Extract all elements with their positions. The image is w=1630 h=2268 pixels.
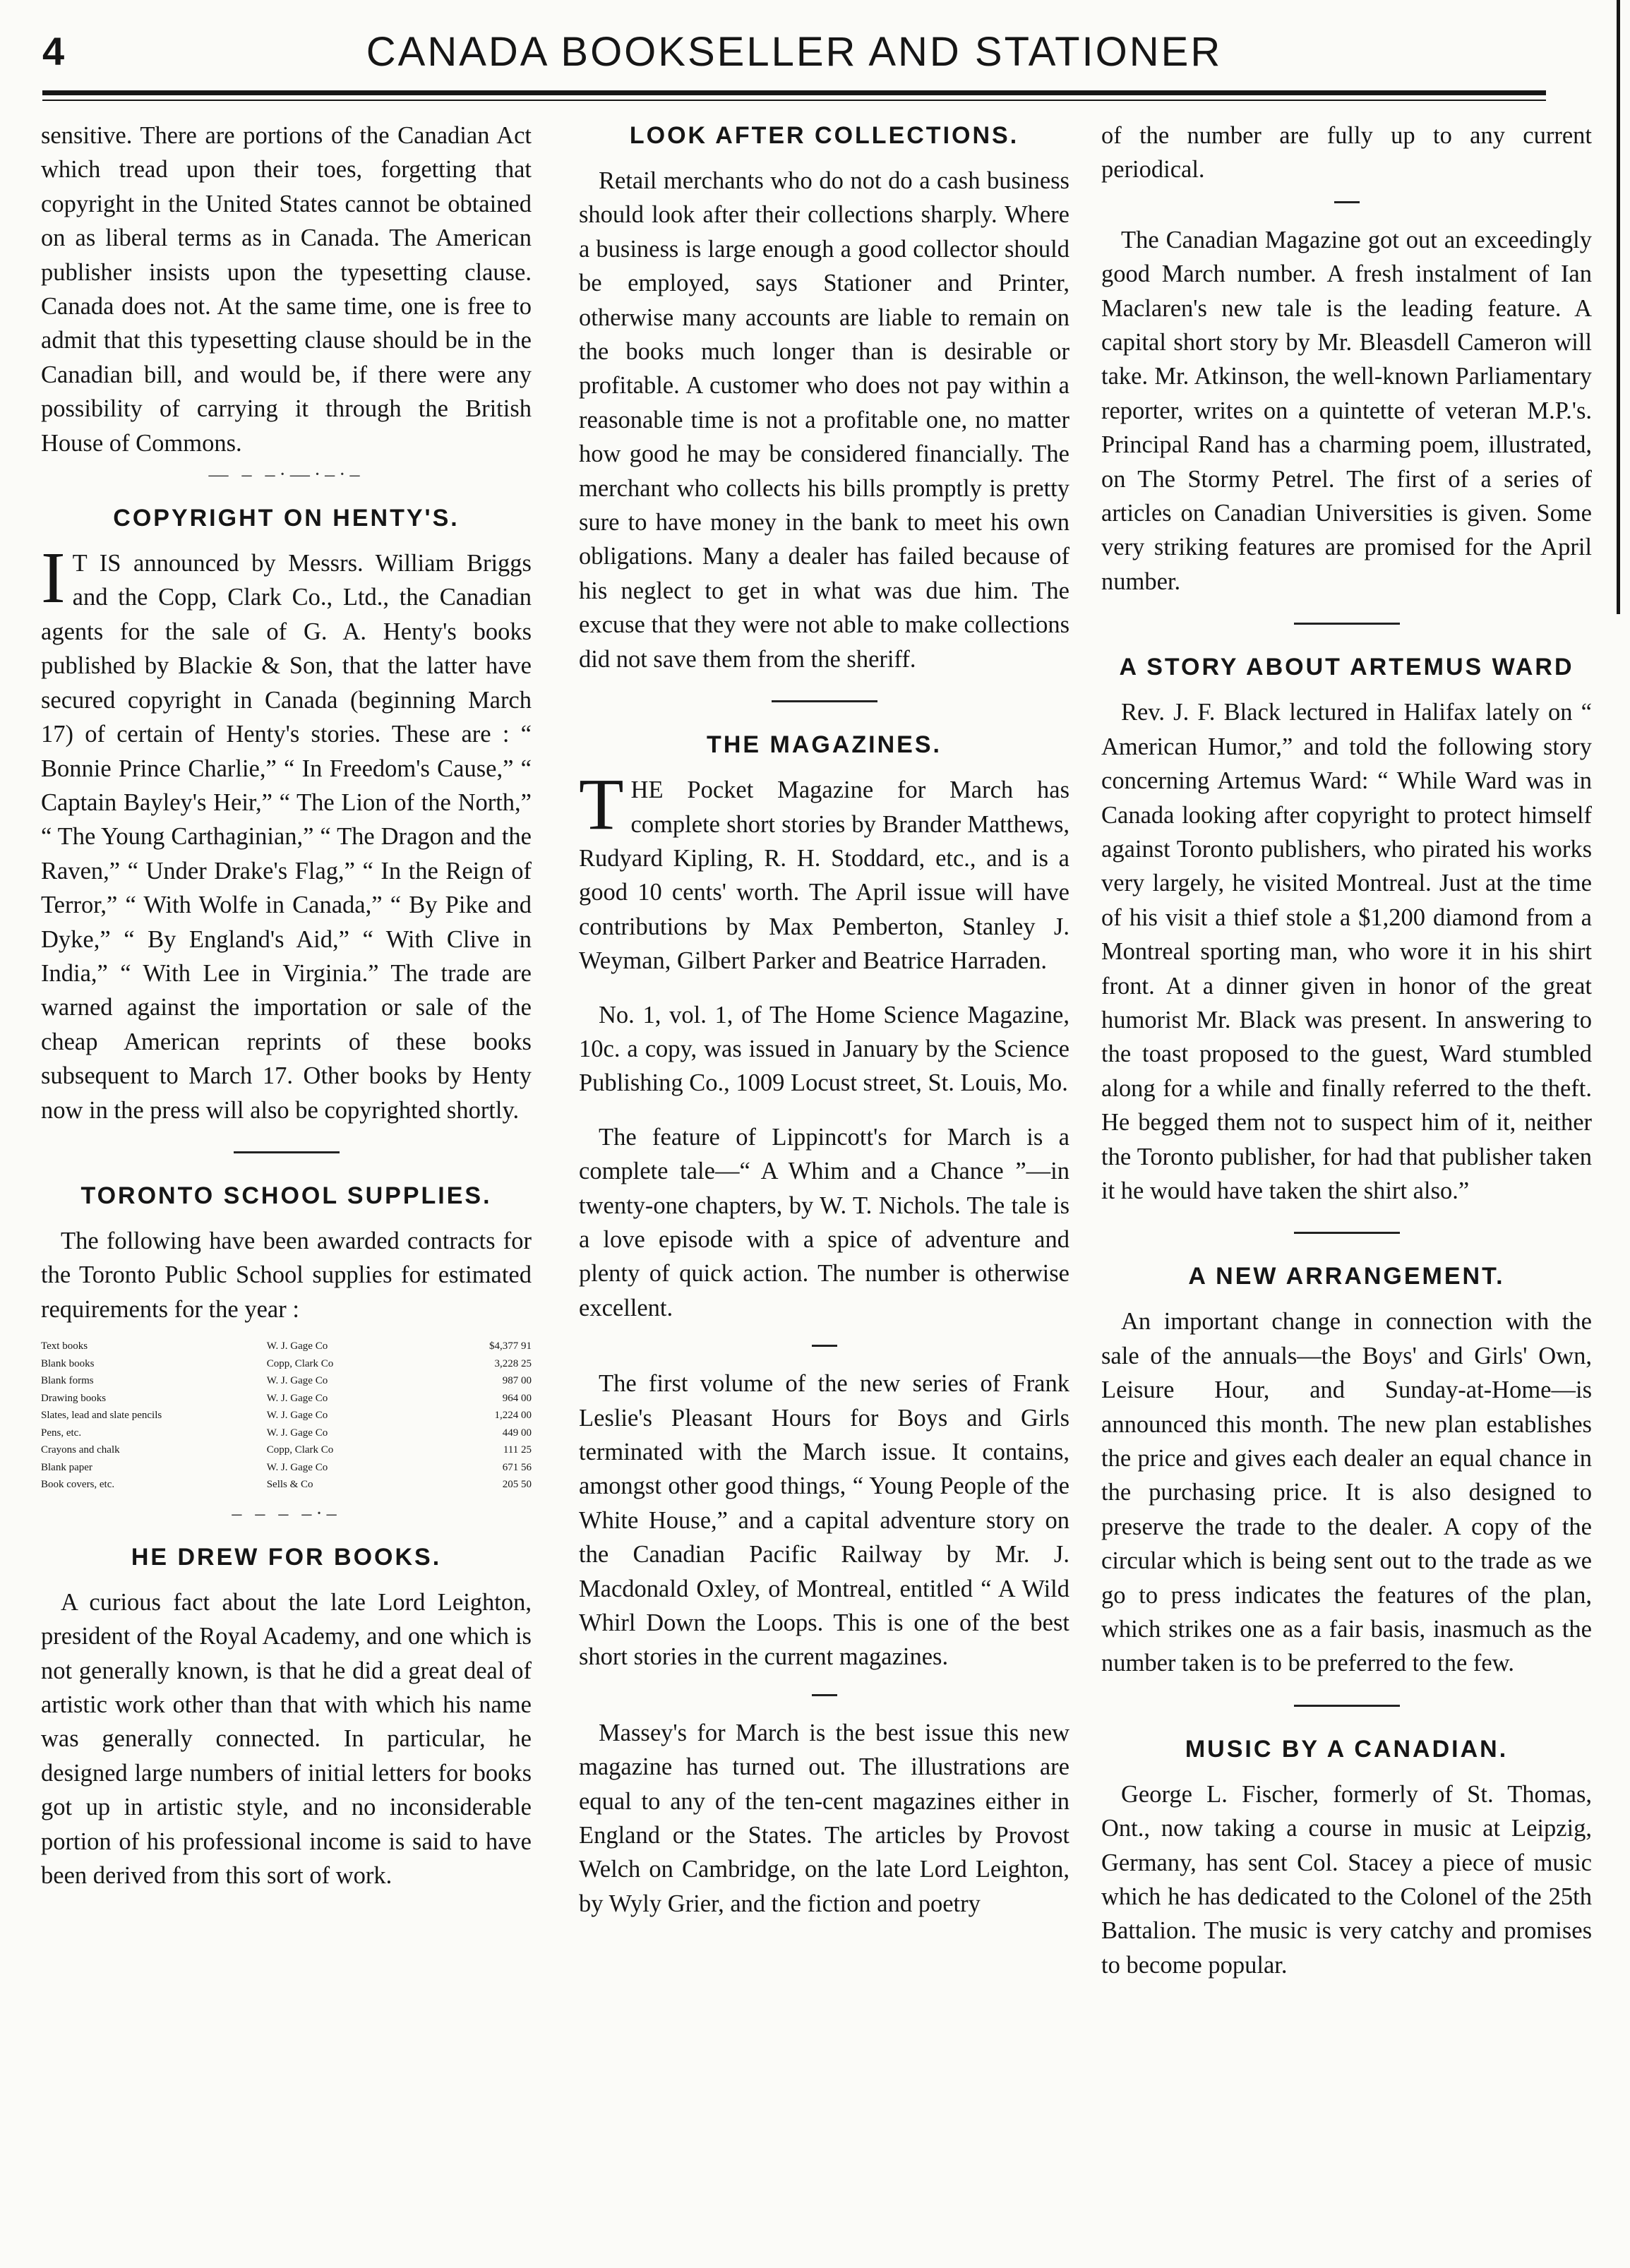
contract-item: Drawing books <box>41 1392 107 1404</box>
column-left <box>41 119 532 1912</box>
contract-supplier: W. J. Gage Co <box>266 1392 328 1404</box>
section-divider: – – – –·– <box>232 1502 341 1525</box>
contract-supplier: W. J. Gage Co <box>266 1375 328 1387</box>
henty-heading: COPYRIGHT ON HENTY'S. <box>113 505 460 532</box>
contract-supplier: Copp, Clark Co <box>266 1444 334 1456</box>
magazines-p3: The feature of Lippincott's for March is a complete tale—“ A Whim and a Chance ”—in twenty-one chapters, by W. T. Nichols. The tale is a love episode with a spice of adventure and plenty of quick action. The number is otherwise excellent. <box>579 1123 1069 1321</box>
arrangement-body: An important change in connection with the sale of the annuals—the Boys' and Girls' Own, Leisure Hour, and Sunday-at-Home—is announced this month. The new plan establishes the price and gives each dealer an equal chance in the purchasing price. It is also designed to preserve the trade to the dealer. A copy of the circular which is being sent out to the trade as we go to press indicates the features of the plan, which strikes one as a fair basis, inasmuch as the number taken is to be preferred to the few. <box>1101 1308 1592 1677</box>
artemus-heading: A STORY ABOUT ARTEMUS WARD <box>1119 654 1574 681</box>
contract-supplier: W. J. Gage Co <box>266 1427 328 1439</box>
contract-item: Blank paper <box>41 1461 92 1473</box>
collections-body: Retail merchants who do not do a cash business should look after their collections sharply. Where a business is large enough a good collector should be employed, says Stationer and Printer, otherwise many accounts are liable to remain on the books much longer than is desirable or profitable. A customer who does not pay within a reasonable time is not a profitable one, no matter how good he may be considered financially. The merchant who collects his bills promptly is pretty sure to have money in the bank to meet his own obligations. Many a dealer has failed because of his neglect to get in what was due him. The excuse that they were not able to make collections did not save them from the sheriff. <box>579 167 1069 673</box>
toronto-heading: TORONTO SCHOOL SUPPLIES. <box>80 1182 492 1209</box>
drew-heading: HE DREW FOR BOOKS. <box>131 1543 442 1571</box>
short-rule <box>1334 201 1360 203</box>
section-rule <box>1294 1232 1400 1234</box>
section-rule <box>772 700 877 702</box>
page-edge-rule <box>1617 0 1620 614</box>
artemus-body: Rev. J. F. Black lectured in Halifax lately on “ American Humor,” and told the following story concerning Artemus Ward: “ While Ward was in Canada looking after copyright to protect himself against Toronto publishers, who pirated his works very largely, he visited Montreal. Just at the time of his visit a thief stole a $1,200 diamond from a Montreal sporting man, who wore it in his shirt front. At a dinner given in honor of the great humorist Mr. Black was present. In answering to the toast proposed to the guest, Ward stumbled along for a while and finally referred to the theft. He begged them not to suspect him of it, neither the Toronto publisher, for had that publisher taken it he would have taken the shirt also.” <box>1101 699 1592 1204</box>
column-middle <box>579 119 1069 1940</box>
table-row <box>41 1372 532 1390</box>
magazines-heading: THE MAGAZINES. <box>707 731 942 759</box>
section-rule <box>1294 623 1400 625</box>
magazines-p5: Massey's for March is the best issue this new magazine has turned out. The illustrations are equal to any of the ten-cent magazines either in England or the States. The articles by Provost Welch on Cambridge, on the late Lord Leighton, by Wyly Grier, and the fiction and poetry <box>579 1719 1069 1917</box>
page-number: 4 <box>42 29 65 73</box>
magazines-p4: The first volume of the new series of Frank Leslie's Pleasant Hours for Boys and Girls terminated with the March issue. It contains, amongst other good things, “ Young People of the White House,” and a capital adventure story on the Canadian Pacific Railway by Mr. J. Macdonald Oxley, of Montreal, entitled “ A Wild Whirl Down the Loops. This is one of the best short stories in the current magazines. <box>579 1370 1069 1671</box>
section-rule <box>1294 1705 1400 1707</box>
section-rule <box>234 1151 340 1153</box>
table-row <box>41 1441 532 1459</box>
contract-supplier: W. J. Gage Co <box>266 1340 328 1352</box>
contract-supplier: W. J. Gage Co <box>266 1461 328 1473</box>
continued-paragraph: of the number are fully up to any current periodical. <box>1101 122 1592 184</box>
short-rule <box>812 1345 837 1347</box>
drop-cap: I <box>41 537 66 619</box>
table-row <box>41 1390 532 1408</box>
pocket-magazine-text: HE Pocket Magazine for March has complete short stories by Brander Matthews, Rudyard Kipling, R. H. Stoddard, etc., and is a good 10 cents' worth. The April issue will have contributions by Max Pemberton, Stanley J. Weyman, Gilbert Parker and Beatrice Harraden. <box>579 776 1069 975</box>
contract-amount: 671 56 <box>502 1461 532 1473</box>
henty-article <box>41 537 532 1127</box>
table-row <box>41 1355 532 1373</box>
header-rule <box>42 90 1546 95</box>
table-row <box>41 1424 532 1442</box>
running-head: CANADA BOOKSELLER AND STATIONER <box>366 29 1223 75</box>
contract-item: Crayons and chalk <box>41 1444 120 1456</box>
contract-amount: 111 25 <box>503 1444 532 1456</box>
drew-body: A curious fact about the late Lord Leighton, president of the Royal Academy, and one which is not generally known, is that he did a great deal of artistic work other than that with which his name was generally connected. In particular, he designed large numbers of initial letters for books got up in artistic style, and no inconsiderable portion of his professional income is said to have been derived from this sort of work. <box>41 1588 532 1889</box>
contract-amount: 1,224 00 <box>494 1410 532 1422</box>
contract-amount: $4,377 91 <box>489 1340 532 1352</box>
arrangement-heading: A NEW ARRANGEMENT. <box>1188 1263 1505 1290</box>
drop-cap: T <box>579 764 624 846</box>
collections-heading: LOOK AFTER COLLECTIONS. <box>629 122 1019 149</box>
contract-item: Pens, etc. <box>41 1427 82 1439</box>
music-body: George L. Fischer, formerly of St. Thomas, Ont., now taking a course in music at Leipzig, Germany, has sent Col. Stacey a piece of music which he has dedicated to the Colonel of the 25th Battalion. The music is very catchy and promises to become popular. <box>1101 1780 1592 1979</box>
toronto-intro: The following have been awarded contracts for the Toronto Public School supplies for estimated requirements for the year : <box>41 1227 532 1323</box>
contract-supplier: Sells & Co <box>266 1479 313 1491</box>
page-header <box>42 28 1546 92</box>
contract-amount: 205 50 <box>502 1479 532 1491</box>
contract-amount: 449 00 <box>502 1427 532 1439</box>
music-heading: MUSIC BY A CANADIAN. <box>1185 1735 1509 1763</box>
canadian-magazine-paragraph: The Canadian Magazine got out an exceedingly good March number. A fresh instalment of Ian Maclaren's new tale is the leading feature. A capital short story by Mr. Bleasdell Cameron will take. Mr. Atkinson, the well-known Parliamentary reporter, writes on a quintette of veteran M.P.'s. Principal Rand has a charming poem, illustrated, on The Stormy Petrel. The first of a series of articles on Canadian Universities is given. Some very striking features are promised for the April number. <box>1101 226 1592 595</box>
contract-supplier: W. J. Gage Co <box>266 1410 328 1422</box>
section-divider: — – –·—·–·– <box>208 464 364 486</box>
contract-item: Blank forms <box>41 1375 94 1387</box>
column-right <box>1101 119 1592 2002</box>
contract-supplier: Copp, Clark Co <box>266 1357 334 1369</box>
intro-paragraph: sensitive. There are portions of the Canadian Act which tread upon their toes, forgetting that copyright in the United States cannot be obtained on as liberal terms as in Canada. The American publisher insists upon the typesetting clause. Canada does not. At the same time, one is free to admit that this typesetting clause should be in the Canadian bill, and would be, if there were any possibility of carrying it through the British House of Commons. <box>41 122 532 457</box>
contracts-table <box>41 1338 532 1494</box>
short-rule <box>812 1694 837 1696</box>
contract-amount: 3,228 25 <box>494 1357 532 1369</box>
table-row <box>41 1476 532 1494</box>
contract-amount: 987 00 <box>502 1375 532 1387</box>
table-row <box>41 1338 532 1355</box>
header-rule-thin <box>42 100 1546 101</box>
henty-body: T IS announced by Messrs. William Briggs and the Copp, Clark Co., Ltd., the Canadian agents for the sale of G. A. Henty's books published by Blackie & Son, that the latter have secured copyright in Canada (beginning March 17) of certain of Henty's stories. These are : “ Bonnie Prince Charlie,” “ In Freedom's Cause,” “ Captain Bayley's Heir,” “ The Lion of the North,” “ The Young Carthaginian,” “ The Dragon and the Raven,” “ Under Drake's Flag,” “ In the Reign of Terror,” “ With Wolfe in Canada,” “ By Pike and Dyke,” “ By England's Aid,” “ With Clive in India,” “ With Lee in Virginia.” The trade are warned against the importation or sale of the cheap American reprints of these books subsequent to March 17. Other books by Henty now in the press will also be copyrighted shortly. <box>41 550 532 1124</box>
contract-item: Slates, lead and slate pencils <box>41 1410 162 1422</box>
contract-item: Book covers, etc. <box>41 1479 115 1491</box>
magazines-p2: No. 1, vol. 1, of The Home Science Magazine, 10c. a copy, was issued in January by the Science Publishing Co., 1009 Locust street, St. Louis, Mo. <box>579 1001 1069 1097</box>
contract-item: Blank books <box>41 1357 95 1369</box>
contract-amount: 964 00 <box>502 1392 532 1404</box>
table-row <box>41 1459 532 1477</box>
contract-item: Text books <box>41 1340 88 1352</box>
magazines-p1 <box>579 764 1069 978</box>
table-row <box>41 1407 532 1424</box>
